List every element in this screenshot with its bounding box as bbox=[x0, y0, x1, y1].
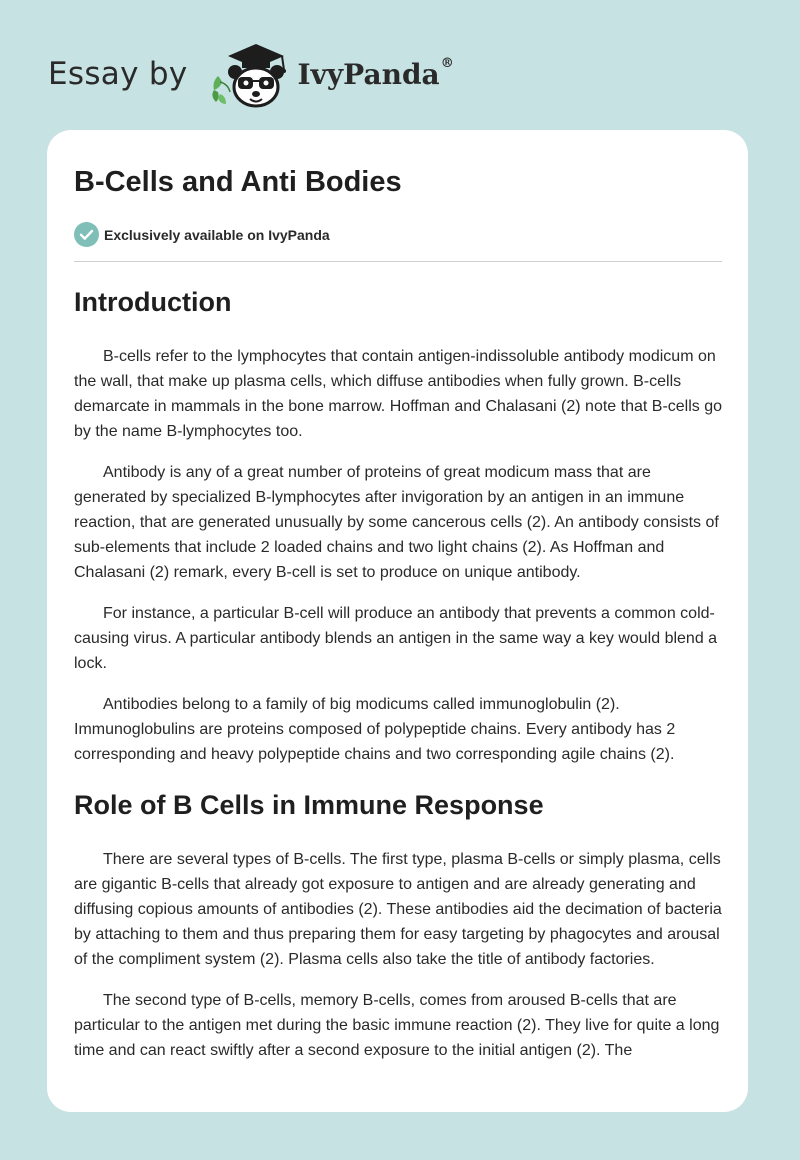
paragraph: Antibody is any of a great number of proteins of great modicum mass that are generated by specialized B-lymphocytes after invigoration by an antigen in an immune reaction, that are generated unusually by some cancerous cells (2). An antibody consists of sub-elements that include 2 loaded chains and two light chains (2). As Hoffman and Chalasani (2) remark, every B-cell is set to produce on unique antibody. bbox=[74, 464, 719, 581]
paragraph: The second type of B-cells, memory B-cells, comes from aroused B-cells that are particular to the antigen met during the basic immune reaction (2). They live for quite a long time and can react swiftly after a second exposure to the initial antigen (2). The bbox=[74, 992, 720, 1059]
section-heading-role-of-b-cells: Role of B Cells in Immune Response bbox=[74, 790, 544, 820]
essay-card bbox=[47, 130, 748, 1112]
exclusive-badge bbox=[74, 222, 330, 247]
essay-content bbox=[74, 280, 724, 1063]
exclusive-badge-label: Exclusively available on IvyPanda bbox=[104, 226, 330, 243]
ivypanda-logo-icon[interactable] bbox=[204, 36, 294, 112]
essay-by-label: Essay by bbox=[48, 56, 188, 92]
paragraph: There are several types of B-cells. The first type, plasma B-cells or simply plasma, cells are gigantic B-cells that already got exposure to antigen and are already generating and diffusing copious amounts of antibodies (2). These antibodies aid the decimation of bacteria by attaching to them and thus preparing them for easy targeting by phagocytes and arousal of the compliment system (2). Plasma cells also take the title of antibody factories. bbox=[74, 851, 722, 968]
paragraph: For instance, a particular B-cell will produce an antibody that prevents a common cold-causing virus. A particular antibody blends an antigen in the same way a key would blend a lock. bbox=[74, 605, 718, 672]
divider bbox=[74, 261, 722, 262]
page-title: B-Cells and Anti Bodies bbox=[74, 166, 402, 198]
registered-mark: ® bbox=[440, 56, 454, 72]
section-heading-introduction: Introduction bbox=[74, 287, 232, 317]
brand-name[interactable]: IvyPanda® bbox=[297, 56, 454, 91]
check-circle-icon bbox=[74, 222, 99, 247]
paragraph: B-cells refer to the lymphocytes that contain antigen-indissoluble antibody modicum on the wall, that make up plasma cells, which diffuse antibodies when fully grown. B-cells demarcate in mammals in the bone marrow. Hoffman and Chalasani (2) note that B-cells go by the name B-lymphocytes too. bbox=[74, 348, 723, 440]
paragraph: Antibodies belong to a family of big modicums called immunoglobulin (2). Immunoglobulins are proteins composed of polypeptide chains. Every antibody has 2 corresponding and heavy polypeptide chains and two corresponding agile chains (2). bbox=[74, 696, 676, 763]
site-header bbox=[48, 36, 454, 112]
